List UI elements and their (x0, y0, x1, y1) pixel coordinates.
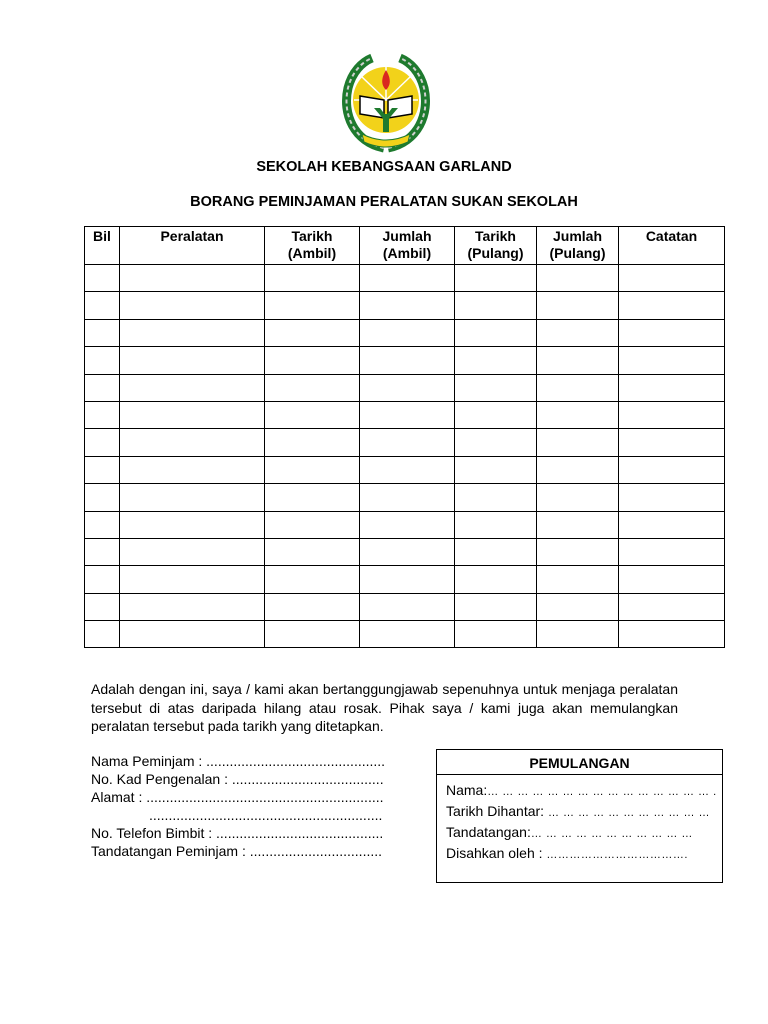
table-cell[interactable] (360, 292, 455, 319)
table-body (85, 265, 725, 648)
borrower-details (91, 752, 421, 860)
table-cell[interactable] (265, 319, 360, 346)
table-row (85, 593, 725, 620)
table-cell[interactable] (265, 374, 360, 401)
table-cell[interactable] (537, 566, 619, 593)
table-cell[interactable] (265, 566, 360, 593)
table-cell[interactable] (537, 538, 619, 565)
borrower-address-field[interactable]: Alamat : ............................................................. (91, 789, 384, 805)
table-cell[interactable] (85, 566, 120, 593)
table-row (85, 621, 725, 648)
table-cell[interactable] (455, 292, 537, 319)
table-cell[interactable] (85, 374, 120, 401)
table-cell[interactable] (619, 511, 725, 538)
column-header-catatan: Catatan (619, 227, 725, 265)
table-cell[interactable] (120, 511, 265, 538)
school-crest-logo (340, 52, 432, 156)
table-cell[interactable] (85, 593, 120, 620)
borrower-phone-field[interactable]: No. Telefon Bimbit : ........................................... (91, 825, 384, 841)
column-header-bil: Bil (85, 227, 120, 265)
table-cell[interactable] (120, 401, 265, 428)
form-title: BORANG PEMINJAMAN PERALATAN SUKAN SEKOLAH (190, 194, 578, 210)
table-cell[interactable] (537, 265, 619, 292)
table-cell[interactable] (265, 593, 360, 620)
table-cell[interactable] (619, 456, 725, 483)
table-cell[interactable] (619, 621, 725, 648)
table-cell[interactable] (455, 456, 537, 483)
table-cell[interactable] (537, 593, 619, 620)
table-cell[interactable] (455, 538, 537, 565)
table-cell[interactable] (85, 401, 120, 428)
table-cell[interactable] (537, 401, 619, 428)
table-cell[interactable] (360, 319, 455, 346)
table-cell[interactable] (455, 429, 537, 456)
table-cell[interactable] (120, 538, 265, 565)
table-cell[interactable] (455, 374, 537, 401)
table-cell[interactable] (537, 429, 619, 456)
table-row (85, 538, 725, 565)
table-cell[interactable] (85, 265, 120, 292)
table-cell[interactable] (619, 374, 725, 401)
table-cell[interactable] (360, 401, 455, 428)
column-header-peralatan: Peralatan (120, 227, 265, 265)
table-cell[interactable] (455, 265, 537, 292)
table-cell[interactable] (120, 456, 265, 483)
borrower-address-continuation[interactable]: ............................................................ (149, 807, 383, 823)
column-header-jumlah-pulang: Jumlah (Pulang) (537, 227, 619, 265)
table-cell[interactable] (120, 429, 265, 456)
table-row (85, 265, 725, 292)
column-header-jumlah-ambil: Jumlah (Ambil) (360, 227, 455, 265)
table-cell[interactable] (85, 511, 120, 538)
return-section-title: PEMULANGAN (437, 750, 722, 775)
table-cell[interactable] (120, 593, 265, 620)
table-row (85, 484, 725, 511)
declaration-paragraph: Adalah dengan ini, saya / kami akan bertanggungjawab sepenuhnya untuk menjaga peralatan tersebut di atas daripada hilang atau rosak. Pihak saya / kami juga akan memulangkan peralatan tersebut pada tarikh yang ditetapkan. (91, 681, 678, 734)
return-approved-by-field[interactable]: Disahkan oleh : ………………………………. (446, 845, 688, 861)
table-cell[interactable] (120, 292, 265, 319)
table-cell[interactable] (619, 484, 725, 511)
borrower-name-field[interactable]: Nama Peminjam : .............................................. (91, 753, 386, 769)
table-cell[interactable] (537, 621, 619, 648)
table-cell[interactable] (619, 319, 725, 346)
return-date-field[interactable]: Tarikh Dihantar: … … … … … … … … … … … (446, 803, 710, 819)
table-cell[interactable] (120, 347, 265, 374)
table-cell[interactable] (455, 484, 537, 511)
table-cell[interactable] (619, 593, 725, 620)
table-cell[interactable] (455, 319, 537, 346)
table-cell[interactable] (85, 292, 120, 319)
table-cell[interactable] (85, 538, 120, 565)
table-row (85, 292, 725, 319)
table-row (85, 566, 725, 593)
table-cell[interactable] (85, 484, 120, 511)
table-cell[interactable] (85, 319, 120, 346)
table-cell[interactable] (265, 429, 360, 456)
table-cell[interactable] (619, 566, 725, 593)
column-header-tarikh-pulang: Tarikh (Pulang) (455, 227, 537, 265)
table-cell[interactable] (265, 347, 360, 374)
table-cell[interactable] (120, 484, 265, 511)
table-cell[interactable] (265, 621, 360, 648)
table-cell[interactable] (537, 374, 619, 401)
return-name-field[interactable]: Nama:… … … … … … … … … … … … … … … . (446, 782, 717, 798)
table-cell[interactable] (265, 511, 360, 538)
table-row (85, 429, 725, 456)
table-cell[interactable] (537, 484, 619, 511)
table-cell[interactable] (120, 374, 265, 401)
table-cell[interactable] (360, 621, 455, 648)
table-cell[interactable] (360, 347, 455, 374)
table-cell[interactable] (120, 566, 265, 593)
borrower-ic-field[interactable]: No. Kad Pengenalan : ....................................... (91, 771, 384, 787)
table-cell[interactable] (265, 484, 360, 511)
table-cell[interactable] (360, 374, 455, 401)
table-cell[interactable] (537, 319, 619, 346)
table-cell[interactable] (360, 566, 455, 593)
table-cell[interactable] (360, 265, 455, 292)
table-cell[interactable] (120, 621, 265, 648)
table-cell[interactable] (265, 538, 360, 565)
table-cell[interactable] (537, 347, 619, 374)
table-cell[interactable] (265, 401, 360, 428)
table-row (85, 374, 725, 401)
table-cell[interactable] (619, 347, 725, 374)
table-row (85, 456, 725, 483)
table-cell[interactable] (455, 347, 537, 374)
table-cell[interactable] (360, 511, 455, 538)
table-cell[interactable] (120, 265, 265, 292)
table-cell[interactable] (265, 292, 360, 319)
table-cell[interactable] (537, 292, 619, 319)
table-cell[interactable] (537, 511, 619, 538)
table-row (85, 319, 725, 346)
table-cell[interactable] (455, 401, 537, 428)
table-cell[interactable] (85, 347, 120, 374)
return-signature-field[interactable]: Tandatangan:… … … … … … … … … … … (446, 824, 693, 840)
table-row (85, 347, 725, 374)
table-cell[interactable] (120, 319, 265, 346)
table-cell[interactable] (360, 484, 455, 511)
table-cell[interactable] (265, 265, 360, 292)
table-cell[interactable] (455, 593, 537, 620)
table-cell[interactable] (537, 456, 619, 483)
table-cell[interactable] (265, 456, 360, 483)
table-cell[interactable] (619, 429, 725, 456)
table-cell[interactable] (619, 265, 725, 292)
equipment-table (84, 226, 725, 648)
school-name: SEKOLAH KEBANGSAAN GARLAND (256, 159, 512, 175)
column-header-tarikh-ambil: Tarikh (Ambil) (265, 227, 360, 265)
table-row (85, 401, 725, 428)
table-cell[interactable] (619, 401, 725, 428)
table-cell[interactable] (85, 429, 120, 456)
table-cell[interactable] (85, 456, 120, 483)
borrower-signature-field[interactable]: Tandatangan Peminjam : .................................. (91, 843, 383, 859)
table-cell[interactable] (85, 621, 120, 648)
table-cell[interactable] (360, 429, 455, 456)
table-cell[interactable] (360, 538, 455, 565)
return-section-box (436, 749, 723, 883)
table-cell[interactable] (619, 292, 725, 319)
table-cell[interactable] (619, 538, 725, 565)
table-cell[interactable] (455, 621, 537, 648)
table-cell[interactable] (360, 456, 455, 483)
table-header-row (85, 227, 725, 265)
table-cell[interactable] (360, 593, 455, 620)
table-cell[interactable] (455, 566, 537, 593)
table-row (85, 511, 725, 538)
table-cell[interactable] (455, 511, 537, 538)
